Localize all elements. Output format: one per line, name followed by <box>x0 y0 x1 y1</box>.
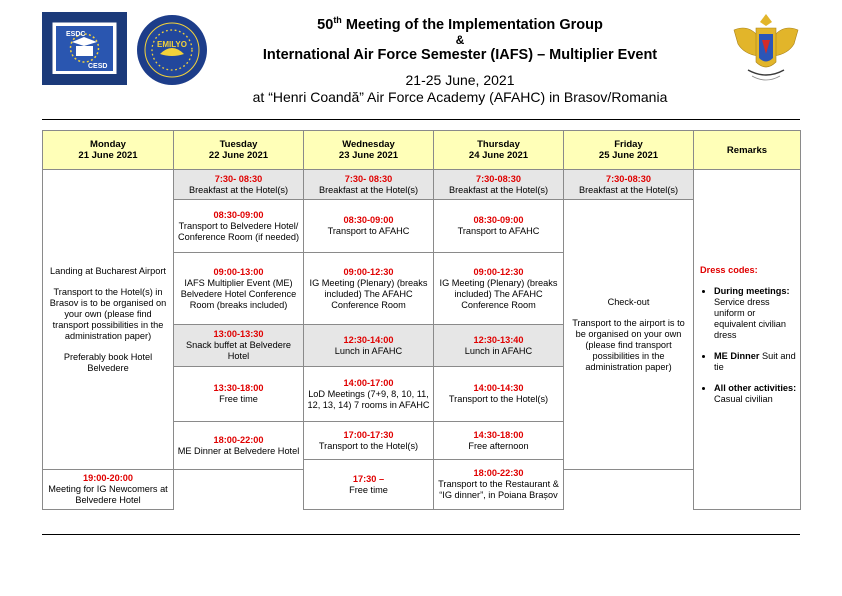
thursday-free-afternoon: 14:30-18:00 Free afternoon <box>434 422 564 460</box>
thursday-transport-hotel: 14:00-14:30 Transport to the Hotel(s) <box>434 367 564 422</box>
header-row <box>43 131 801 170</box>
list-item: • All other activities: Casual civilian <box>714 383 797 405</box>
esdc-logo <box>42 12 127 85</box>
document-header <box>210 12 710 106</box>
title-line-1: 50th Meeting of the Implementation Group <box>317 15 603 33</box>
event-dates: 21-25 June, 2021 <box>405 71 515 88</box>
list-item: • During meetings: Service dress uniform or equivalent civilian dress <box>714 286 797 341</box>
wednesday-lod-meetings: 14:00-17:00 LoD Meetings (7+9, 8, 10, 11, 12, 13, 14) 7 rooms in AFAHC <box>304 367 434 422</box>
col-thursday: Thursday 24 June 2021 <box>434 131 564 170</box>
schedule-table <box>42 130 801 510</box>
col-friday: Friday 25 June 2021 <box>564 131 694 170</box>
tuesday-multiplier-event: 09:00-13:00 IAFS Multiplier Event (ME) Belvedere Hotel Conference Room (breaks included) <box>174 253 304 325</box>
wednesday-breakfast: 7:30- 08:30 Breakfast at the Hotel(s) <box>304 170 434 200</box>
emilyo-logo <box>136 14 208 86</box>
thursday-transport: 08:30-09:00 Transport to AFAHC <box>434 200 564 253</box>
monday-newcomers-meeting: 19:00-20:00 Meeting for IG Newcomers at Belvedere Hotel <box>43 470 174 510</box>
col-wednesday: Wednesday 23 June 2021 <box>304 131 434 170</box>
tuesday-me-dinner: 18:00-22:00 ME Dinner at Belvedere Hotel <box>174 422 304 470</box>
friday-breakfast: 7:30-08:30 Breakfast at the Hotel(s) <box>564 170 694 200</box>
tuesday-breakfast: 7:30- 08:30 Breakfast at the Hotel(s) <box>174 170 304 200</box>
tuesday-snack: 13:00-13:30 Snack buffet at Belvedere Hotel <box>174 325 304 367</box>
col-tuesday: Tuesday 22 June 2021 <box>174 131 304 170</box>
remarks-cell <box>694 170 801 510</box>
thursday-ig-meeting: 09:00-12:30 IG Meeting (Plenary) (breaks included) The AFAHC Conference Room <box>434 253 564 325</box>
wednesday-transport: 08:30-09:00 Transport to AFAHC <box>304 200 434 253</box>
thursday-breakfast: 7:30-08:30 Breakfast at the Hotel(s) <box>434 170 564 200</box>
bottom-rule <box>42 534 800 535</box>
monday-main-cell: Landing at Bucharest Airport Transport to the Hotel(s) in Brasov is to be organised on your own (please find transport possibilities in the administration paper) Preferably book Hotel Belvedere <box>43 170 174 470</box>
col-monday: Monday 21 June 2021 <box>43 131 174 170</box>
list-item: • ME Dinner Suit and tie <box>714 351 797 373</box>
event-venue: at “Henri Coandă” Air Force Academy (AFAHC) in Brasov/Romania <box>252 88 668 105</box>
wednesday-free-time: 17:30 – Free time <box>304 460 434 510</box>
wednesday-ig-meeting: 09:00-12:30 IG Meeting (Plenary) (breaks included) The AFAHC Conference Room <box>304 253 434 325</box>
wednesday-lunch: 12:30-14:00 Lunch in AFAHC <box>304 325 434 367</box>
thursday-ig-dinner: 18:00-22:30 Transport to the Restaurant & “IG dinner”, in Poiana Brașov <box>434 460 564 510</box>
tuesday-transport: 08:30-09:00 Transport to Belvedere Hotel/ Conference Room (if needed) <box>174 200 304 253</box>
title-line-2: International Air Force Semester (IAFS) – Multiplier Event <box>262 46 658 63</box>
svg-text:ESDC: ESDC <box>66 31 86 38</box>
friday-checkout-cell: Check-out Transport to the airport is to be organised on your own (please find transport possibilities in the administration paper) <box>564 200 694 470</box>
dress-codes-list <box>700 286 797 405</box>
col-remarks: Remarks <box>694 131 801 170</box>
thursday-lunch: 12:30-13:40 Lunch in AFAHC <box>434 325 564 367</box>
dress-codes-heading: Dress codes: <box>700 264 758 275</box>
emilyo-label: EMILYO <box>157 40 187 49</box>
crest-icon <box>728 10 804 96</box>
title-ampersand: & <box>455 32 465 47</box>
svg-text:CESD: CESD <box>88 63 108 70</box>
top-rule <box>42 119 800 120</box>
wednesday-transport-hotel: 17:00-17:30 Transport to the Hotel(s) <box>304 422 434 460</box>
tuesday-free-time: 13:30-18:00 Free time <box>174 367 304 422</box>
